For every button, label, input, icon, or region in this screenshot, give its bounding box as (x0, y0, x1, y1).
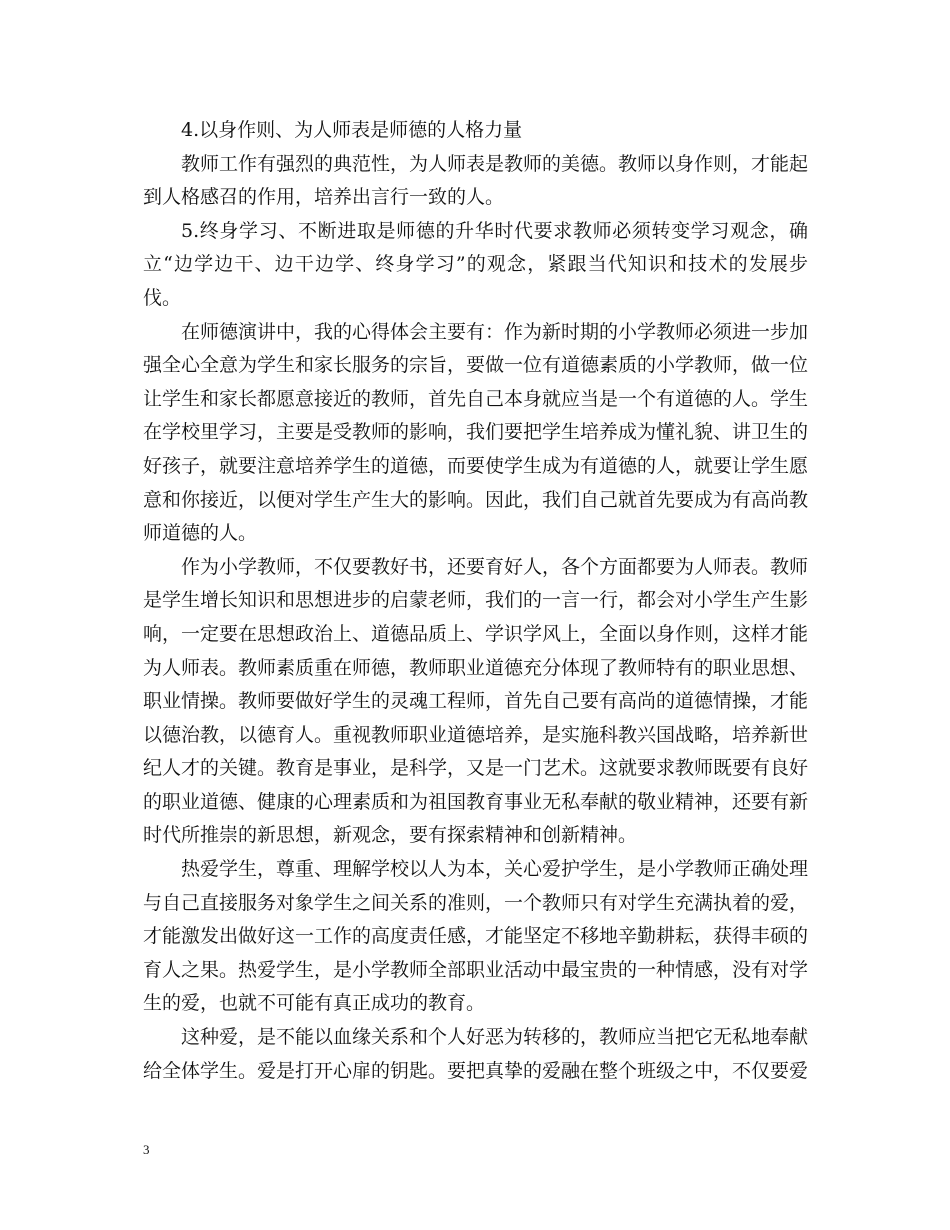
paragraph-heading-5: 5.终身学习、不断进取是师德的升华时代要求教师必须转变学习观念，确立“边学边干、边干边学、终身学习”的观念，紧跟当代知识和技术的发展步伐。 (143, 219, 808, 309)
page-number: 3 (143, 1142, 150, 1157)
paragraph: 作为小学教师，不仅要教好书，还要育好人，各个方面都要为人师表。教师是学生增长知识和思想进步的启蒙老师，我们的一言一行，都会对小学生产生影响，一定要在思想政治上、道德品质上、学识学风上，全面以身作则，这样才能为人师表。教师素质重在师德，教师职业道德充分体现了教师特有的职业思想、职业情操。教师要做好学生的灵魂工程师，首先自己要有高尚的道德情操，才能以德治教，以德育人。重视教师职业道德培养，是实施科教兴国战略，培养新世纪人才的关键。教育是事业，是科学，又是一门艺术。这就要求教师既要有良好的职业道德、健康的心理素质和为祖国教育事业无私奉献的敬业精神，还要有新时代所推崇的新思想，新观念，要有探索精神和创新精神。 (143, 555, 809, 847)
paragraph: 热爱学生，尊重、理解学校以人为本，关心爱护学生，是小学教师正确处理与自己直接服务对象学生之间关系的准则，一个教师只有对学生充满执着的爱，才能激发出做好这一工作的高度责任感，才能坚定不移地辛勤耕耘，获得丰硕的育人之果。热爱学生，是小学教师全部职业活动中最宝贵的一种情感，没有对学生的爱，也就不可能有真正成功的教育。 (143, 858, 809, 1015)
body-text (143, 114, 808, 1088)
paragraph: 这种爱，是不能以血缘关系和个人好恶为转移的，教师应当把它无私地奉献给全体学生。爱是打开心扉的钥匙。要把真挚的爱融在整个班级之中，不仅要爱 (143, 1026, 809, 1082)
paragraph: 在师德演讲中，我的心得体会主要有：作为新时期的小学教师必须进一步加强全心全意为学生和家长服务的宗旨，要做一位有道德素质的小学教师，做一位让学生和家长都愿意接近的教师，首先自己本身就应当是一个有道德的人。学生在学校里学习，主要是受教师的影响，我们要把学生培养成为懂礼貌、讲卫生的好孩子，就要注意培养学生的道德，而要使学生成为有道德的人，就要让学生愿意和你接近，以便对学生产生大的影响。因此，我们自己就首先要成为有高尚教师道德的人。 (143, 320, 809, 545)
paragraph-heading-4: 4.以身作则、为人师表是师德的人格力量 (181, 119, 523, 141)
paragraph: 教师工作有强烈的典范性，为人师表是教师的美德。教师以身作则，才能起到人格感召的作用，培养出言行一致的人。 (143, 152, 809, 209)
